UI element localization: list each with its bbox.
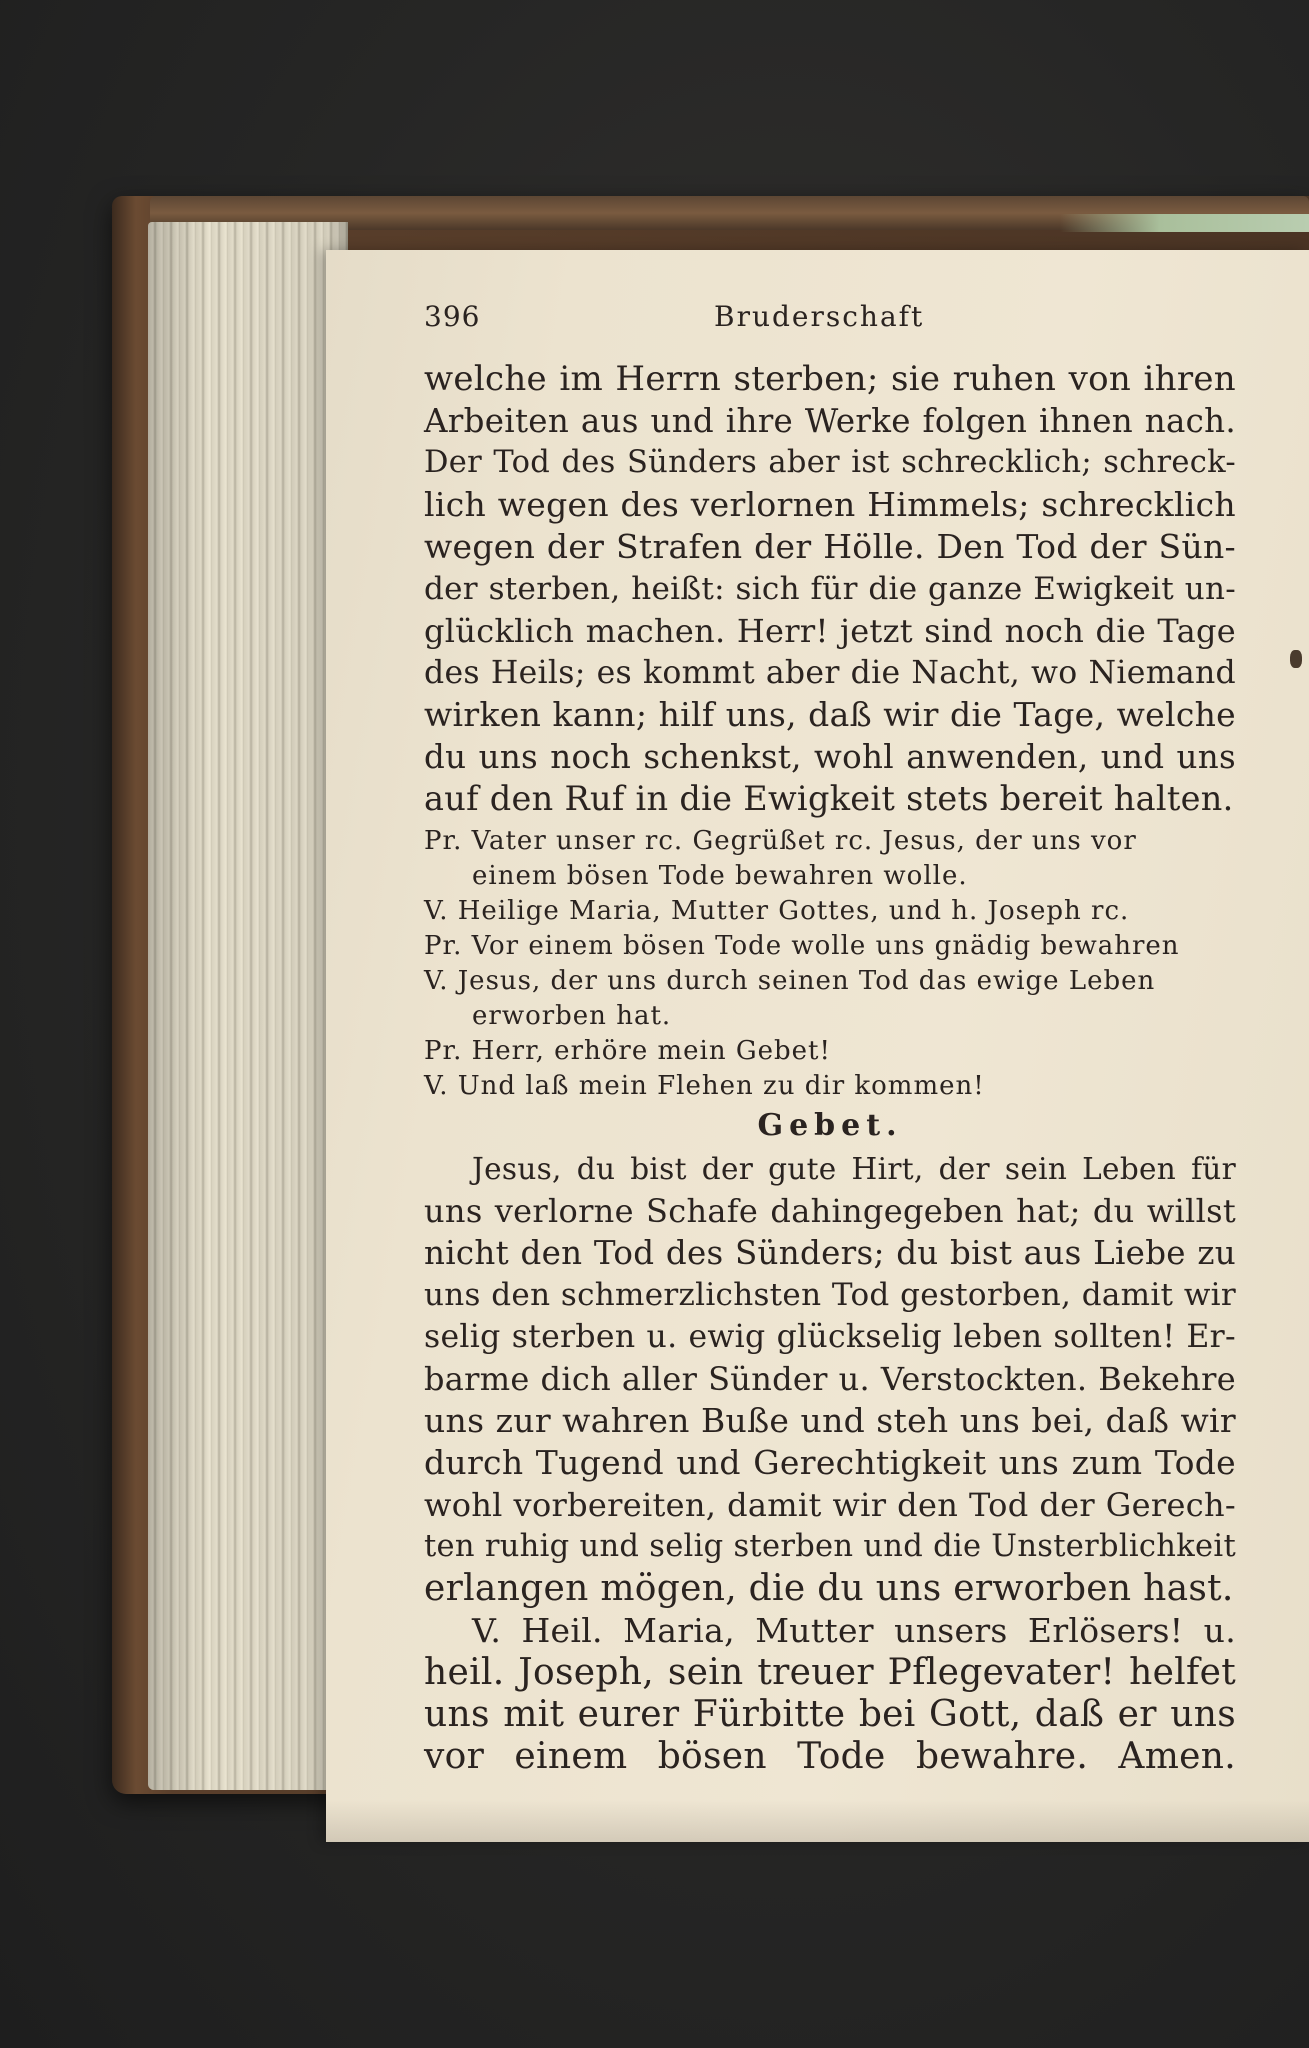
- text-line: auf den Ruf in die Ewigkeit stets bereit halten.: [424, 779, 1234, 818]
- closing-paragraph: [424, 1610, 1236, 1778]
- text-line: nicht den Tod des Sünders; du bist aus Liebe zu: [424, 1234, 1236, 1272]
- page-stack-shadow: [148, 222, 348, 1790]
- text-line: erlangen mögen, die du uns erworben hast.: [424, 1568, 1234, 1609]
- text-line: du uns noch schenkst, wohl anwenden, und uns: [424, 738, 1236, 776]
- text-line: heil. Joseph, sein treuer Pflegevater! helfet: [424, 1652, 1236, 1693]
- text-line: vor einem bösen Tode bewahre. Amen.: [424, 1736, 1236, 1777]
- text-line: uns den schmerzlichsten Tod gestorben, damit wir: [424, 1277, 1236, 1313]
- litany-line: V. Jesus, der uns durch seinen Tod das ewige Leben: [424, 966, 1156, 996]
- text-line: glücklich machen. Herr! jetzt sind noch die Tage: [424, 612, 1236, 650]
- litany-line: V. Heilige Maria, Mutter Gottes, und h. Joseph rc.: [424, 896, 1130, 926]
- litany-line: Pr. Vater unser rc. Gegrüßet rc. Jesus, der uns vor: [424, 826, 1137, 856]
- text-line: durch Tugend und Gerechtigkeit uns zum Tode: [424, 1443, 1236, 1482]
- text-line: selig sterben u. ewig glückselig leben sollten! Er-: [424, 1319, 1236, 1355]
- litany: [424, 824, 1236, 1104]
- litany-line: einem bösen Tode bewahren wolle.: [472, 861, 968, 891]
- text-line: Jesus, du bist der gute Hirt, der sein Leben für: [472, 1152, 1236, 1186]
- litany-line: Pr. Vor einem bösen Tode wolle uns gnädig bewahren: [424, 931, 1180, 961]
- text-line: Der Tod des Sünders aber ist schrecklich; schreck-: [424, 445, 1236, 480]
- litany-line: Pr. Herr, erhöre mein Gebet!: [424, 1036, 831, 1066]
- text-line: Arbeiten aus und ihre Werke folgen ihnen nach.: [424, 402, 1236, 440]
- page-header: [424, 300, 1236, 358]
- text-line: welche im Herrn sterben; sie ruhen von ihren: [424, 359, 1236, 399]
- ink-spot: [1290, 650, 1302, 668]
- body-paragraph: [424, 358, 1236, 820]
- text-line: der sterben, heißt: sich für die ganze Ewigkeit un-: [424, 571, 1236, 607]
- text-line: barme dich aller Sünder u. Verstockten. Bekehre: [424, 1360, 1236, 1398]
- text-line: uns mit eurer Fürbitte bei Gott, daß er uns: [424, 1694, 1236, 1735]
- prayer-heading: Gebet.: [757, 1108, 903, 1143]
- litany-line: erworben hat.: [472, 1001, 672, 1031]
- page-number: 396: [424, 300, 481, 333]
- page-text: [424, 300, 1236, 1778]
- green-page-edge: [1060, 214, 1309, 232]
- text-line: wegen der Strafen der Hölle. Den Tod der Sün-: [424, 527, 1236, 566]
- text-line: wohl vorbereiten, damit wir den Tod der Gerech-: [424, 1486, 1236, 1524]
- text-line: wirken kann; hilf uns, daß wir die Tage, welche: [424, 695, 1236, 734]
- text-line: uns verlorne Schafe dahingegeben hat; du willst: [424, 1192, 1236, 1230]
- running-head: Bruderschaft: [714, 300, 925, 333]
- text-line: ten ruhig und selig sterben und die Unsterblichkeit: [424, 1529, 1236, 1564]
- litany-line: V. Und laß mein Flehen zu dir kommen!: [424, 1071, 985, 1101]
- text-line: uns zur wahren Buße und steh uns bei, daß wir: [424, 1401, 1236, 1440]
- text-line: lich wegen des verlornen Himmels; schrecklich: [424, 485, 1236, 524]
- page-bottom-shade: [326, 1800, 1309, 1842]
- prayer-paragraph: [424, 1148, 1236, 1610]
- text-line: V. Heil. Maria, Mutter unsers Erlösers! u.: [472, 1611, 1236, 1650]
- text-line: des Heils; es kommt aber die Nacht, wo Niemand: [424, 655, 1236, 691]
